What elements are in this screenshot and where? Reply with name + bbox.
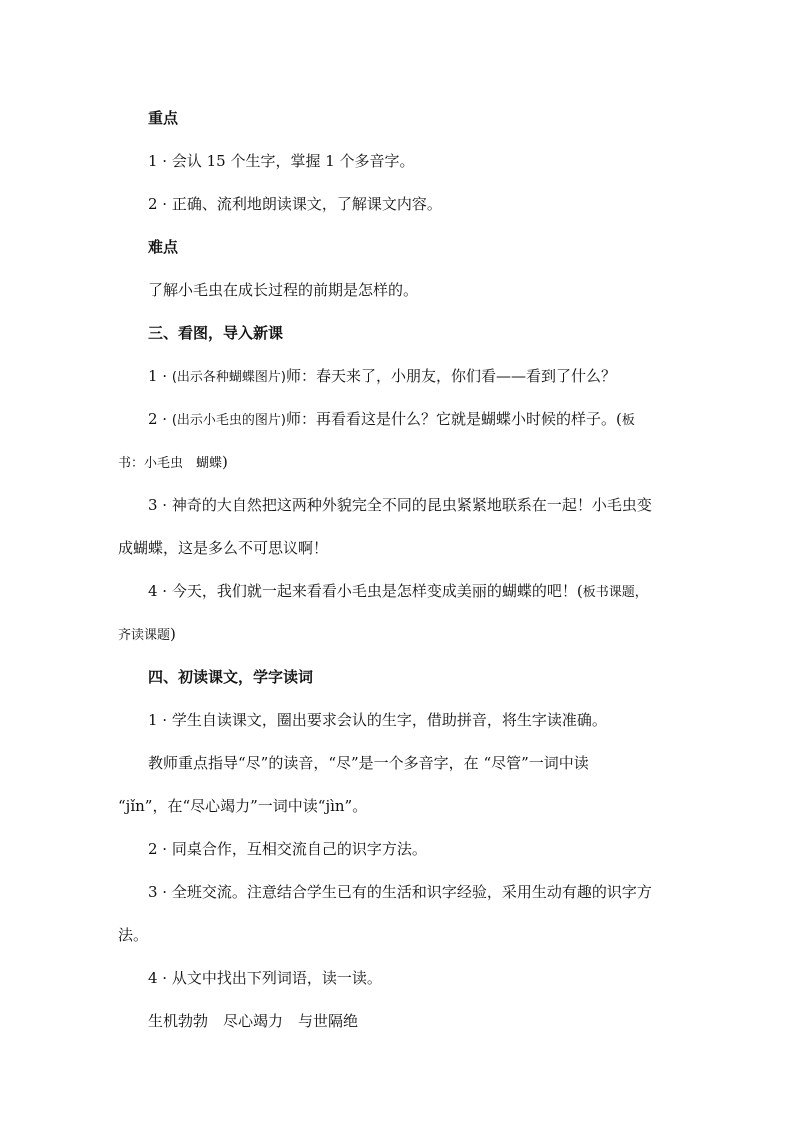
item-text: 4 · 今天，我们就一起来看看小毛虫是怎样变成美丽的蝴蝶的吧！(: [148, 582, 583, 600]
heading-difficulties: 难点: [148, 238, 179, 256]
board-note: 书：小毛虫 蝴蝶: [118, 456, 223, 471]
word-list: 生机勃勃 尽心竭力 与世隔绝: [148, 1012, 359, 1030]
heading-key-points: 重点: [148, 109, 179, 127]
section-3-item-3-cont: 成蝴蝶，这是多么不可思议啊！: [118, 539, 329, 557]
section-4-note-cont: “jǐn”，在“尽心竭力”一词中读“jìn”。: [118, 797, 368, 815]
item-number: 2 ·: [148, 410, 172, 428]
teacher-speech: 师：春天来了，小朋友，你们看——看到了什么？: [286, 367, 617, 385]
section-3-item-4-cont: [118, 624, 176, 646]
section-4-item-4: 4 · 从文中找出下列词语，读一读。: [148, 969, 382, 987]
key-point-2: 2 · 正确、流利地朗读课文，了解课文内容。: [148, 195, 442, 213]
stage-direction: (出示小毛虫的图片): [171, 413, 287, 428]
section-3-item-2: [148, 409, 635, 431]
section-3-item-3: 3 · 神奇的大自然把这两种外貌完全不同的昆虫紧紧地联系在一起！小毛虫变: [148, 496, 652, 514]
board-note-start: 板: [621, 413, 635, 428]
section-4-item-1: 1 · 学生自读课文，圈出要求会认的生字，借助拼音，将生字读准确。: [148, 711, 607, 729]
close-paren: ): [170, 625, 176, 643]
close-paren: ): [222, 453, 228, 471]
difficulty-text: 了解小毛虫在成长过程的前期是怎样的。: [148, 281, 419, 299]
section-4-item-3-cont: 法。: [118, 926, 149, 944]
section-3-item-2-cont: [118, 452, 228, 474]
section-3-item-4: [148, 581, 648, 603]
key-point-1: 1 · 会认 15 个生字，掌握 1 个多音字。: [148, 152, 415, 170]
teacher-speech: 师：再看看这是什么？它就是蝴蝶小时候的样子。(: [286, 410, 622, 428]
stage-direction: (出示各种蝴蝶图片): [171, 370, 287, 385]
section-4-note: 教师重点指导“尽”的读音，“尽”是一个多音字，在 “尽管”一词中读: [148, 754, 589, 772]
section-4-item-2: 2 · 同桌合作，互相交流自己的识字方法。: [148, 840, 427, 858]
heading-section-3: 三、看图，导入新课: [148, 324, 284, 342]
section-4-item-3: 3 · 全班交流。注意结合学生已有的生活和识字经验，采用生动有趣的识字方: [148, 883, 652, 901]
stage-direction: 齐读课题: [118, 628, 171, 643]
section-3-item-1: [148, 366, 616, 388]
item-number: 1 ·: [148, 367, 172, 385]
heading-section-4: 四、初读课文，学字读词: [148, 668, 314, 686]
board-note: 板书课题，: [582, 585, 648, 600]
